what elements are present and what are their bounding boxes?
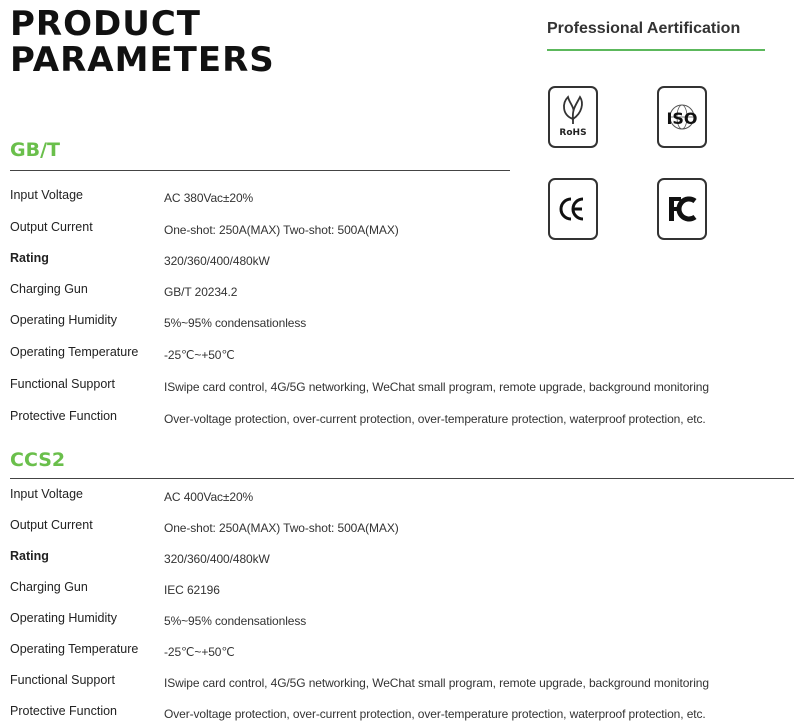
fc-badge-text: FC xyxy=(681,233,683,234)
spec-value: 320/360/400/480kW xyxy=(164,254,270,268)
iso-badge-icon xyxy=(657,86,707,148)
spec-label: Operating Temperature xyxy=(10,642,139,656)
spec-label: Functional Support xyxy=(10,673,115,687)
page-title-line-1: PRODUCT xyxy=(10,4,201,44)
iso-badge-text: ISO xyxy=(666,109,698,128)
spec-label: Protective Function xyxy=(10,409,117,423)
spec-value: -25℃~+50℃ xyxy=(164,348,235,362)
section-divider-ccs2 xyxy=(10,478,794,479)
spec-value: ISwipe card control, 4G/5G networking, WeChat small program, remote upgrade, background monitoring xyxy=(164,676,709,690)
section-title-gbt: GB/T xyxy=(10,139,60,161)
spec-value: ISwipe card control, 4G/5G networking, WeChat small program, remote upgrade, background monitoring xyxy=(164,380,709,394)
certification-underline xyxy=(547,49,765,51)
fc-badge-icon xyxy=(657,178,707,240)
spec-value: GB/T 20234.2 xyxy=(164,285,238,299)
rohs-badge-icon xyxy=(548,86,598,148)
spec-value: Over-voltage protection, over-current protection, over-temperature protection, waterproof protection, etc. xyxy=(164,707,706,721)
spec-value: -25℃~+50℃ xyxy=(164,645,235,659)
spec-label: Input Voltage xyxy=(10,188,83,202)
ce-badge-icon xyxy=(548,178,598,240)
spec-label: Output Current xyxy=(10,220,93,234)
spec-label: Charging Gun xyxy=(10,282,88,296)
certification-heading: Professional Aertification xyxy=(547,20,741,37)
spec-label: Rating xyxy=(10,549,49,563)
spec-label: Output Current xyxy=(10,518,93,532)
spec-label: Input Voltage xyxy=(10,487,83,501)
page-title-line-2: PARAMETERS xyxy=(10,40,275,80)
spec-value: One-shot: 250A(MAX) Two-shot: 500A(MAX) xyxy=(164,521,399,535)
spec-label: Rating xyxy=(10,251,49,265)
spec-value: 5%~95% condensationless xyxy=(164,614,307,628)
spec-label: Operating Humidity xyxy=(10,611,117,625)
spec-label: Operating Humidity xyxy=(10,313,117,327)
spec-value: Over-voltage protection, over-current protection, over-temperature protection, waterproof protection, etc. xyxy=(164,412,706,426)
spec-value: IEC 62196 xyxy=(164,583,220,597)
spec-value: One-shot: 250A(MAX) Two-shot: 500A(MAX) xyxy=(164,223,399,237)
spec-label: Charging Gun xyxy=(10,580,88,594)
spec-label: Protective Function xyxy=(10,704,117,718)
section-divider-gbt xyxy=(10,170,510,171)
section-title-ccs2: CCS2 xyxy=(10,449,66,471)
ce-badge-text: CE xyxy=(572,233,574,234)
page-title xyxy=(10,6,275,78)
spec-value: AC 400Vac±20% xyxy=(164,490,254,504)
spec-value: 320/360/400/480kW xyxy=(164,552,270,566)
spec-label: Functional Support xyxy=(10,377,115,391)
spec-value: 5%~95% condensationless xyxy=(164,316,307,330)
spec-label: Operating Temperature xyxy=(10,345,139,359)
spec-value: AC 380Vac±20% xyxy=(164,191,254,205)
rohs-badge-text: RoHS xyxy=(559,128,587,138)
